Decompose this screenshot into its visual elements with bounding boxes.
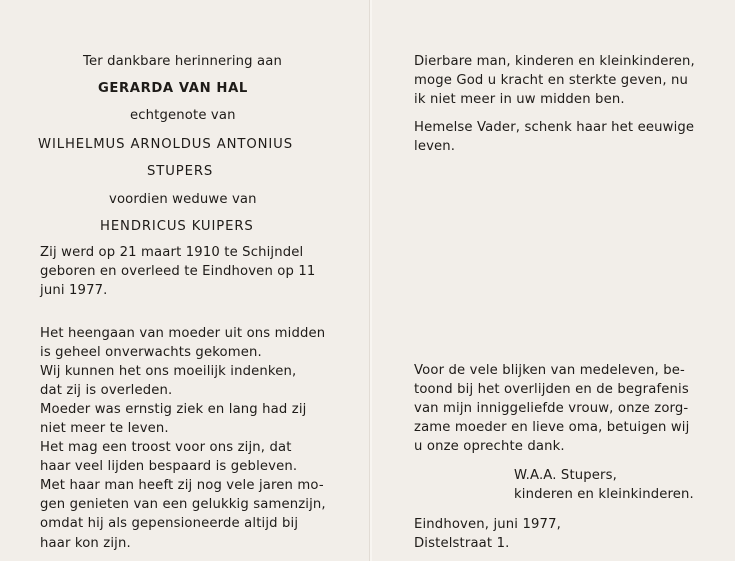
text-line: omdat hij als gepensioneerde altijd bij: [40, 516, 299, 531]
text-line: niet meer te leven.: [40, 421, 169, 436]
thanks-line: Voor de vele blijken van medeleven, be-: [414, 363, 685, 378]
prayer-line: Dierbare man, kinderen en kleinkinderen,: [414, 54, 695, 69]
thanks-line: u onze oprechte dank.: [414, 439, 565, 454]
fold-highlight: [370, 0, 372, 561]
text-line: gen genieten van een gelukkig samenzijn,: [40, 497, 326, 512]
intro-text: Ter dankbare herinnering aan: [83, 54, 282, 69]
place-date: Eindhoven, juni 1977,: [414, 517, 561, 532]
text-line: dat zij is overleden.: [40, 383, 173, 398]
prayer-line: moge God u kracht en sterkte geven, nu: [414, 73, 689, 88]
thanks-line: zame moeder en lieve oma, betuigen wij: [414, 420, 690, 435]
text-line: Met haar man heeft zij nog vele jaren mo-: [40, 478, 324, 493]
text-line: haar kon zijn.: [40, 536, 131, 551]
text-line: Het mag een troost voor ons zijn, dat: [40, 440, 292, 455]
prayer-line: ik niet meer in uw midden ben.: [414, 92, 625, 107]
spouse-name-line2: STUPERS: [147, 164, 214, 179]
deceased-name: GERARDA VAN HAL: [98, 81, 248, 96]
spouse-name-line1: WILHELMUS ARNOLDUS ANTONIUS: [38, 137, 294, 152]
prayer2-line: Hemelse Vader, schenk haar het eeuwige: [414, 120, 695, 135]
signature-line: kinderen en kleinkinderen.: [514, 487, 694, 502]
first-husband-name: HENDRICUS KUIPERS: [100, 219, 254, 234]
text-line: Moeder was ernstig ziek en lang had zij: [40, 402, 307, 417]
address: Distelstraat 1.: [414, 536, 510, 551]
text-line: Het heengaan van moeder uit ons midden: [40, 326, 326, 341]
text-line: Wij kunnen het ons moeilijk indenken,: [40, 364, 297, 379]
prayer2-line: leven.: [414, 139, 456, 154]
signature-line: W.A.A. Stupers,: [514, 468, 617, 483]
birth-line: juni 1977.: [40, 283, 108, 298]
birth-line: Zij werd op 21 maart 1910 te Schijndel: [40, 245, 304, 260]
thanks-line: van mijn inniggeliefde vrouw, onze zorg-: [414, 401, 689, 416]
thanks-line: toond bij het overlijden en de begrafenis: [414, 382, 689, 397]
text-line: is geheel onverwachts gekomen.: [40, 345, 262, 360]
spouse-intro: echtgenote van: [130, 108, 236, 123]
widow-intro: voordien weduwe van: [109, 192, 257, 207]
text-line: haar veel lijden bespaard is gebleven.: [40, 459, 298, 474]
birth-line: geboren en overleed te Eindhoven op 11: [40, 264, 316, 279]
